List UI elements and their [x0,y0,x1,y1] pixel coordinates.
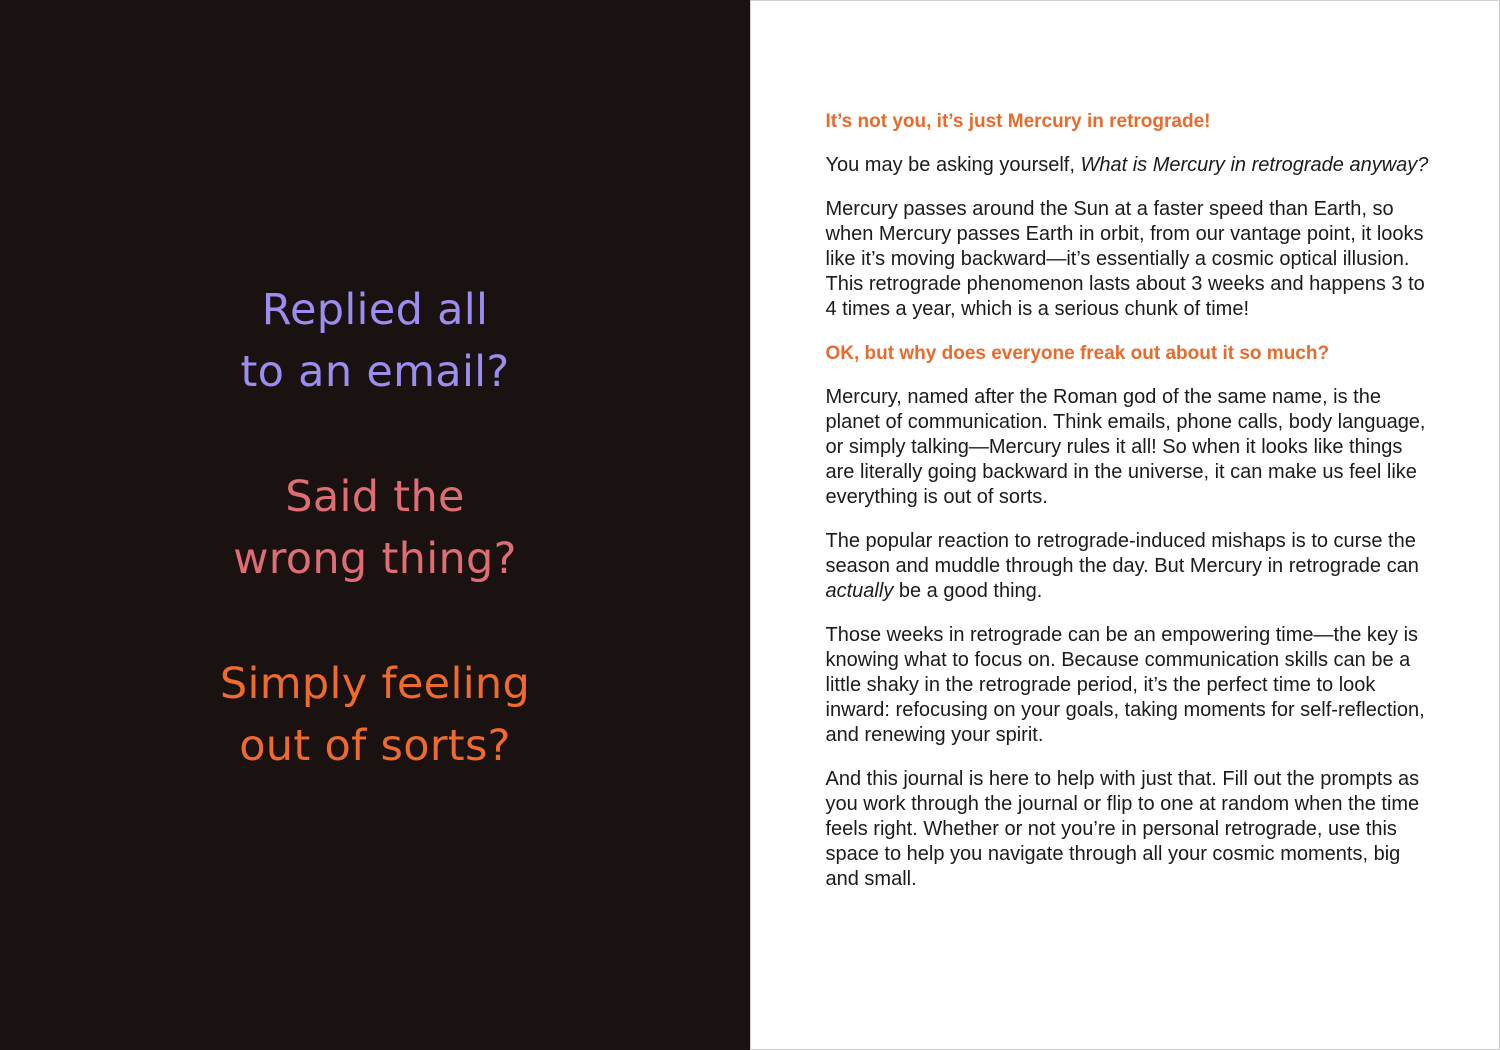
heading-why-freak-out: OK, but why does everyone freak out about it so much? [825,343,1330,364]
question-replied-all [0,279,750,403]
paragraph-mercury-orbit: Mercury passes around the Sun at a faster speed than Earth, so when Mercury passes Earth in orbit, from our vantage point, it looks like it’s moving backward—it’s essentially a cosmic optical illusion. This retrograde phenomenon lasts about 3 weeks and happens 3 to 4 times a year, which is a serious chunk of time! [825,198,1425,320]
paragraph-empowering-time: Those weeks in retrograde can be an empowering time—the key is knowing what to focus on. Because communication skills can be a little shaky in the retrograde period, it’s the perfect time to look inward: refocusing on your goals, taking moments for self-reflection, and renewing your spirit. [825,624,1425,746]
question-line: Said the [285,472,465,522]
paragraph-text: You may be asking yourself, [825,154,1081,176]
question-line: out of sorts? [239,721,511,771]
paragraph-text: be a good thing. [893,580,1043,602]
question-line: Simply feeling [219,659,531,709]
paragraph-journal-help: And this journal is here to help with just that. Fill out the prompts as you work through the journal or flip to one at random when the time feels right. Whether or not you’re in personal retrograde, use this space to help you navigate through all your cosmic moments, big and small. [825,768,1420,890]
right-page [750,0,1500,1050]
paragraph-italic: actually [825,580,894,602]
question-line: wrong thing? [233,534,517,584]
question-out-of-sorts [0,653,750,777]
paragraph-popular-reaction [826,529,1436,604]
right-page-content [826,109,1436,911]
question-line: Replied all [261,285,489,335]
paragraph-text: The popular reaction to retrograde-induced mishaps is to curse the season and muddle through the day. But Mercury in retrograde can [825,530,1419,577]
paragraph-italic: What is Mercury in retrograde anyway? [1080,154,1429,176]
question-line: to an email? [240,347,510,397]
left-page-questions [0,279,750,777]
question-wrong-thing [0,466,750,590]
heading-mercury-retrograde: It’s not you, it’s just Mercury in retrograde! [825,111,1211,132]
paragraph-communication: Mercury, named after the Roman god of the same name, is the planet of communication. Think emails, phone calls, body language, or simply talking—Mercury rules it all! So when it looks like things are literally going backward in the universe, it can make us feel like everything is out of sorts. [825,386,1426,508]
paragraph-asking-yourself [826,153,1436,178]
